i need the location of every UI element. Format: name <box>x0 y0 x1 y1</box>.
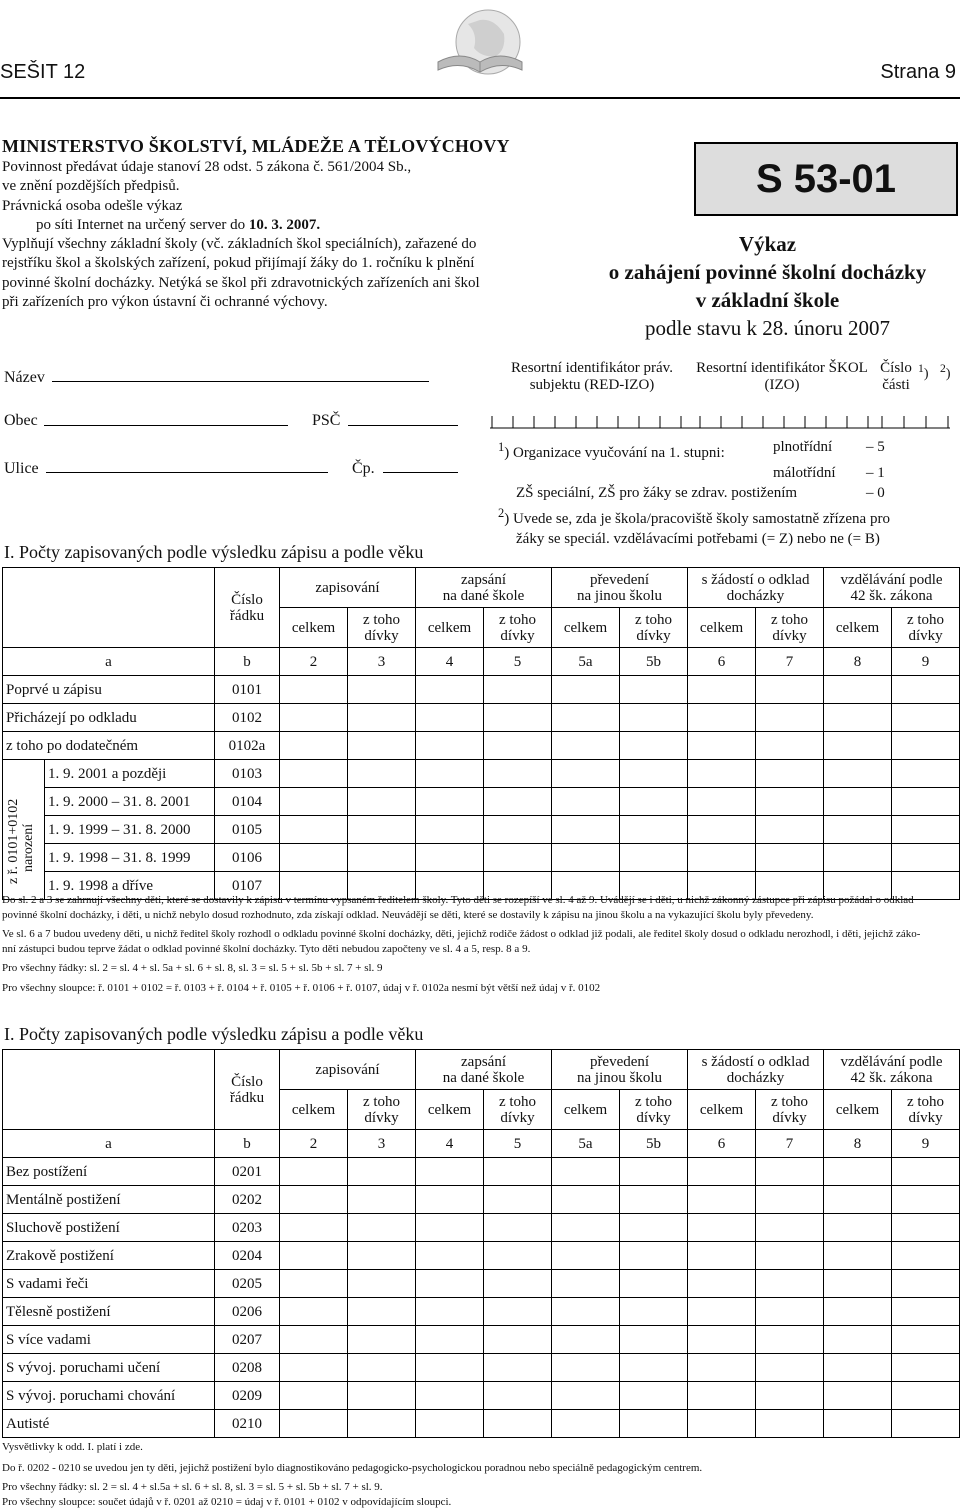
data-cell[interactable] <box>348 1158 416 1186</box>
data-cell[interactable] <box>552 1410 620 1438</box>
data-cell[interactable] <box>756 1382 824 1410</box>
data-cell[interactable] <box>824 1270 892 1298</box>
cast-label: Číslo části <box>880 360 912 393</box>
data-cell[interactable] <box>416 1382 484 1410</box>
data-cell[interactable] <box>892 1354 960 1382</box>
obec-label: Obec <box>4 412 38 429</box>
data-cell[interactable] <box>688 1382 756 1410</box>
table-row: 1. 9. 1999 – 31. 8. 2000 0105 <box>3 816 960 844</box>
data-cell[interactable] <box>280 1382 348 1410</box>
birth-side-text: z ř. 0101+0102 narození <box>6 798 36 884</box>
data-cell[interactable] <box>484 1214 552 1242</box>
data-cell[interactable] <box>688 1158 756 1186</box>
booklet-number: SEŠIT 12 <box>0 61 86 83</box>
data-cell[interactable] <box>280 1242 348 1270</box>
table-row: S vývoj. poruchami chování 0209 <box>3 1382 960 1410</box>
prevedeni-header: převedení na jinou školu <box>552 568 688 608</box>
zapsani-header: zapsání na dané škole <box>416 568 552 608</box>
data-cell[interactable] <box>484 1270 552 1298</box>
row-number-header: Číslo řádku <box>215 1050 280 1130</box>
deadline: 10. 3. 2007. <box>248 216 321 233</box>
data-cell[interactable] <box>824 1298 892 1326</box>
data-cell[interactable] <box>416 1298 484 1326</box>
data-cell[interactable] <box>756 1298 824 1326</box>
data-cell[interactable] <box>892 1214 960 1242</box>
data-cell[interactable] <box>824 1382 892 1410</box>
data-cell[interactable] <box>892 1298 960 1326</box>
header-rule <box>0 97 960 99</box>
data-cell[interactable] <box>484 1410 552 1438</box>
data-cell[interactable] <box>824 1242 892 1270</box>
table-row: Sluchově postižení 0203 <box>3 1214 960 1242</box>
data-cell[interactable] <box>552 1242 620 1270</box>
table-row: Poprvé u zápisu 0101 <box>3 676 960 704</box>
data-cell[interactable] <box>620 1158 688 1186</box>
form-title: Výkaz o zahájení povinné školní docházky v základní škole podle stavu k 28. únoru 2007 <box>608 232 927 340</box>
data-cell[interactable] <box>620 1298 688 1326</box>
page-number: Strana 9 <box>880 61 956 83</box>
column-letters-row: a b 2 3 4 5 5a 5b 6 7 8 9 <box>3 648 960 676</box>
data-cell[interactable] <box>756 1158 824 1186</box>
data-cell[interactable] <box>416 1354 484 1382</box>
data-cell[interactable] <box>824 1410 892 1438</box>
data-cell[interactable] <box>552 1298 620 1326</box>
table-row: Tělesně postižení 0206 <box>3 1298 960 1326</box>
data-cell[interactable] <box>892 1242 960 1270</box>
organization-notes: $^1$) Organizace vyučování na 1. stupni: plnotřídní – 5 málotřídní – 1 ZŠ speciální, ZŠ pro žáky se zdrav. postižením – 0 $^2$) Uvede se, zda je škola/pracoviště školy samostatně zřízena pro žáky se speciál. vzdělávacími potřebami (= Z) nebo ne (= B) <box>498 439 890 547</box>
data-cell[interactable] <box>620 1242 688 1270</box>
data-cell[interactable] <box>552 1214 620 1242</box>
data-cell[interactable] <box>688 1354 756 1382</box>
data-cell[interactable] <box>552 1354 620 1382</box>
data-cell[interactable] <box>620 1214 688 1242</box>
data-cell[interactable] <box>824 1354 892 1382</box>
zapisovani-header: zapisování <box>280 568 416 608</box>
column-letters-row: a b 2 3 4 5 5a 5b 6 7 8 9 <box>3 1130 960 1158</box>
data-cell[interactable] <box>280 1410 348 1438</box>
table-row: 1. 9. 1998 a dříve 0107 <box>3 872 960 900</box>
data-cell[interactable] <box>756 1186 824 1214</box>
data-cell[interactable] <box>552 1158 620 1186</box>
data-cell[interactable] <box>348 1326 416 1354</box>
data-cell[interactable] <box>892 1270 960 1298</box>
nazev-input[interactable] <box>52 381 429 382</box>
zapsani-header: zapsání na dané škole <box>416 1050 552 1090</box>
data-cell[interactable] <box>688 1242 756 1270</box>
table-row: Autisté 0210 <box>3 1410 960 1438</box>
data-cell[interactable] <box>688 1270 756 1298</box>
data-cell[interactable] <box>416 1158 484 1186</box>
table-row: S vadami řeči 0205 <box>3 1270 960 1298</box>
ulice-input[interactable] <box>46 472 328 473</box>
data-cell[interactable] <box>892 1410 960 1438</box>
data-cell[interactable] <box>280 1158 348 1186</box>
data-cell[interactable] <box>824 1158 892 1186</box>
nazev-label: Název <box>4 369 45 386</box>
data-cell[interactable] <box>552 1382 620 1410</box>
footnote-ref-2: $^2$) <box>940 362 951 382</box>
data-cell[interactable] <box>280 1270 348 1298</box>
data-cell[interactable] <box>620 1186 688 1214</box>
data-cell[interactable] <box>688 1298 756 1326</box>
data-cell[interactable] <box>484 1382 552 1410</box>
data-cell[interactable] <box>348 1214 416 1242</box>
data-cell[interactable] <box>756 1242 824 1270</box>
data-cell[interactable] <box>348 1298 416 1326</box>
table-row: z toho po dodatečném 0102a <box>3 732 960 760</box>
section-2-notes: Vysvětlivky k odd. I. platí i zde. Do ř. 0202 - 0210 se uvedou jen ty děti, jejichž postižení bylo diagnostikováno pedagogicko-psychologickou poradnou nebo speciálně pedagogickým centrem. Pro všechny řádky: sl. 2 = sl. 4 + sl.5a + sl. 6 + sl. 8, sl. 3 = sl. 5 + sl. 5b + sl. 7 + sl. 9. Pro všechny sloupce: součet údajů v ř. 0201 až 0210 = údaj v ř. 0101 + 0102 v odpovídajícím sloupci. <box>2 1441 703 1508</box>
data-cell[interactable] <box>416 1186 484 1214</box>
data-cell[interactable] <box>756 1214 824 1242</box>
section-2-title: I. Počty zapisovaných podle výsledku zápisu a podle věku <box>4 1024 424 1044</box>
data-cell[interactable] <box>620 1326 688 1354</box>
data-cell[interactable] <box>552 1186 620 1214</box>
odklad-header: s žádostí o odklad docházky <box>688 568 824 608</box>
section-2-table: Číslo řádku zapisování zapsání na dané škole převedení na jinou školu s žádostí o odklad docházky vzdělávání podle 42 šk. zákona celkem z toho dívky celkem z toho dívky celkem z toho dívky celkem z toho dívky celkem z toho dívky a b 2 3 4 5 5a 5b 6 7 8 9 Bez postížení 0201 Mentálně postižení 0202 Sluchově postižení 0203 Zrakově postižení 0204 S vadami řeči 0205 Tělesně postižení 0206 S více vadami 0207 S vývoj. poruchami učení 0208 S vývoj. poruchami chování 0209 Autisté 0210 <box>2 1049 960 1438</box>
psc-label: PSČ <box>312 412 341 429</box>
data-cell[interactable] <box>688 1214 756 1242</box>
row-number-header: Číslo řádku <box>215 568 280 648</box>
table-row: 1. 9. 1998 – 31. 8. 1999 0106 <box>3 844 960 872</box>
data-cell[interactable] <box>892 1382 960 1410</box>
prevedeni-header: převedení na jinou školu <box>552 1050 688 1090</box>
data-cell[interactable] <box>348 1270 416 1298</box>
table-row: Zrakově postižení 0204 <box>3 1242 960 1270</box>
form-code: S 53-01 <box>694 142 958 216</box>
cp-label: Čp. <box>352 460 375 477</box>
table-row: 1. 9. 2001 a později 0103 <box>3 760 960 788</box>
data-cell[interactable] <box>348 1354 416 1382</box>
data-cell[interactable] <box>484 1298 552 1326</box>
data-cell[interactable] <box>688 1326 756 1354</box>
data-cell[interactable] <box>280 1214 348 1242</box>
data-cell[interactable] <box>280 1326 348 1354</box>
data-cell[interactable] <box>620 1270 688 1298</box>
data-cell[interactable] <box>484 1242 552 1270</box>
data-cell[interactable] <box>484 1158 552 1186</box>
data-cell[interactable] <box>416 1270 484 1298</box>
table-row: 1. 9. 2000 – 31. 8. 2001 0104 <box>3 788 960 816</box>
data-cell[interactable] <box>756 1270 824 1298</box>
data-cell[interactable] <box>348 1382 416 1410</box>
ulice-label: Ulice <box>4 460 39 477</box>
data-cell[interactable] <box>620 1382 688 1410</box>
ministry-name: MINISTERSTVO ŠKOLSTVÍ, MLÁDEŽE A TĚLOVÝCHOVY <box>2 136 510 156</box>
data-cell[interactable] <box>824 1214 892 1242</box>
data-cell[interactable] <box>892 1158 960 1186</box>
section-1-title: I. Počty zapisovaných podle výsledku zápisu a podle věku <box>4 542 424 562</box>
data-cell[interactable] <box>552 1326 620 1354</box>
data-cell[interactable] <box>756 1410 824 1438</box>
table-row: Mentálně postižení 0202 <box>3 1186 960 1214</box>
intro-text: Povinnost předávat údaje stanoví 28 odst. 5 zákona č. 561/2004 Sb., ve znění pozdějších předpisů. Právnická osoba odešle výkaz po síti Internet na určený server do 10. 3. 2007. Vyplňují všechny základní školy (vč. základních škol speciálních), zařazené do rejstříku škol a školských zařízení, pokud přijímají žáky do 1. ročníku k plnění povinné školní docházky. Netýká se škol při zdravotnických zařízeních ani škol při zařízeních pro výkon ústavní či ochranné výchovy. <box>2 159 480 311</box>
data-cell[interactable] <box>552 1270 620 1298</box>
obec-input[interactable] <box>44 425 288 426</box>
zapisovani-header: zapisování <box>280 1050 416 1090</box>
psc-input[interactable] <box>348 425 458 426</box>
data-cell[interactable] <box>484 1326 552 1354</box>
data-cell[interactable] <box>348 1186 416 1214</box>
table-row: Bez postížení 0201 <box>3 1158 960 1186</box>
globe-book-emblem <box>420 4 540 84</box>
data-cell[interactable] <box>756 1326 824 1354</box>
footnote-ref-1: $^1$) <box>918 362 929 382</box>
data-cell[interactable] <box>280 1186 348 1214</box>
data-cell[interactable] <box>416 1214 484 1242</box>
data-cell[interactable] <box>416 1326 484 1354</box>
data-cell[interactable] <box>824 1326 892 1354</box>
section-1-table: Číslo řádku zapisování zapsání na dané škole převedení na jinou školu s žádostí o odklad docházky vzdělávání podle 42 šk. zákona celkem z toho dívky celkem z toho dívky celkem z toho dívky celkem z toho dívky celkem z toho dívky a b 2 3 4 5 5a 5b 6 7 8 9 Poprvé u zápisu 0101 Přicházejí po odkladu 0102 z toho po dodatečném 0102a 1. 9. 2001 a později 0103 1. 9. 2000 – 31. 8. 2001 0104 1. 9. 1999 – 31. 8. 2000 0105 1. 9. 1998 – 31. 8. 1999 0106 1. 9. 1998 a dříve 0107 <box>2 567 960 900</box>
vzdelavani-header: vzdělávání podle 42 šk. zákona <box>824 568 960 608</box>
data-cell[interactable] <box>280 1354 348 1382</box>
table-row: S více vadami 0207 <box>3 1326 960 1354</box>
data-cell[interactable] <box>348 1410 416 1438</box>
red-izo-label: Resortní identifikátor práv. subjektu (RED-IZO) <box>511 360 673 393</box>
identifier-digit-boxes[interactable] <box>490 414 960 430</box>
odklad-header: s žádostí o odklad docházky <box>688 1050 824 1090</box>
data-cell[interactable] <box>824 1186 892 1214</box>
data-cell[interactable] <box>892 1326 960 1354</box>
data-cell[interactable] <box>416 1410 484 1438</box>
data-cell[interactable] <box>280 1298 348 1326</box>
data-cell[interactable] <box>620 1410 688 1438</box>
data-cell[interactable] <box>688 1186 756 1214</box>
vzdelavani-header: vzdělávání podle 42 šk. zákona <box>824 1050 960 1090</box>
izo-label: Resortní identifikátor ŠKOL (IZO) <box>696 360 868 393</box>
data-cell[interactable] <box>620 1354 688 1382</box>
cp-input[interactable] <box>383 472 458 473</box>
data-cell[interactable] <box>484 1186 552 1214</box>
table-row: S vývoj. poruchami učení 0208 <box>3 1354 960 1382</box>
data-cell[interactable] <box>416 1242 484 1270</box>
table-row: Přicházejí po odkladu 0102 <box>3 704 960 732</box>
data-cell[interactable] <box>688 1410 756 1438</box>
data-cell[interactable] <box>892 1186 960 1214</box>
data-cell[interactable] <box>756 1354 824 1382</box>
data-cell[interactable] <box>484 1354 552 1382</box>
data-cell[interactable] <box>348 1242 416 1270</box>
section-1-notes: Do sl. 2 a 3 se zahrnují všechny děti, které se dostavily k zápisu v termínu vypsaném ředitelem školy. Tyto děti se rozepíší ve sl. 4 až 9. Uvádějí se i děti, u nichž zákonný zástupce při zápisu požádal o odklad povinné školní docházky, i děti, u nichž nebylo dosud rozhodnuto, zda získají odklad. Neuvádějí se děti, které se dostavily k zápisu na jinou školu a na vykazující školu byly převedeny. Ve sl. 6 a 7 budou uvedeny děti, u nichž ředitel školy rozhodl o odkladu povinné školní docházky, děti, jejichž rodiče žádost o odklad již podali, ale ředitel školy dosud o odkladu nerozhodl, i děti, jejichž záko- nní zástupci budou teprve žádat o odklad povinné školní docházky. Tyto děti nebudou započteny ve sl. 4 a 5, resp. 8 a 9. Pro všechny řádky: sl. 2 = sl. 4 + sl. 5a + sl. 6 + sl. 8, sl. 3 = sl. 5 + sl. 5b + sl. 7 + sl. 9 Pro všechny sloupce: ř. 0101 + 0102 = ř. 0103 + ř. 0104 + ř. 0105 + ř. 0106 + ř. 0107, údaj v ř. 0102a nesmí být větší než údaj v ř. 0102 <box>2 894 921 994</box>
